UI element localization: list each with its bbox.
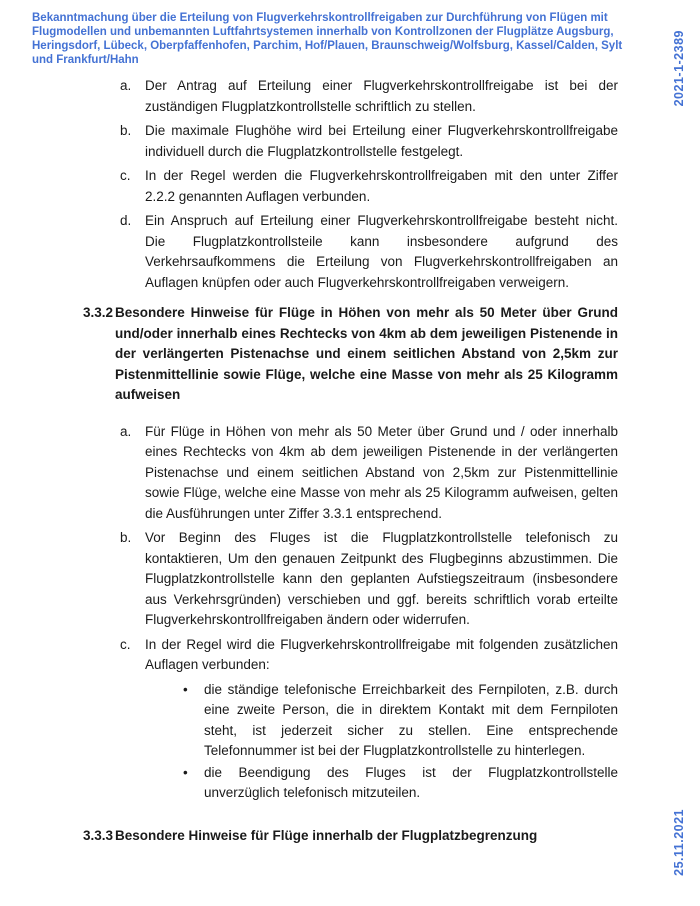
bullet-text-flight-end-report: die Beendigung des Fluges ist der Flugplatzkontrollstelle unverzüglich telefonisch mitzuteilen. xyxy=(204,764,618,800)
bullet-icon: • xyxy=(183,681,188,697)
document-title-text: Bekanntmachung über die Erteilung von Flugverkehrskontrollfreigaben zur Durchführung von Flügen mit Flugmodellen und unbemannten Luftfahrtsystemen innerhalb von Kontrollzonen der Flugplätze Augsburg, Heringsdorf, Lübeck, Oberpfaffenhofen, Parchim, Hof/Plauen, Braunschweig/Wolfsburg, Kassel/Calden, Sylt und Frankfurt/Hahn xyxy=(32,12,623,66)
list-marker-332-c: c. xyxy=(120,636,131,652)
list-text-332-a: Für Flüge in Höhen von mehr als 50 Meter über Grund und / oder innerhalb eines Rechtecks von 4km ab dem jeweiligen Pistenende in der verlängerten Pistenachse und einem seitlichen Abstand von 2,5km zur Pistenmittellinie sowie Flüge, welche eine Masse von mehr als 25 Kilogramm aufweisen, gelten die Ausführungen unter Ziffer 3.3.1 entsprechend. xyxy=(145,423,618,521)
section-heading-332 xyxy=(83,303,618,406)
list-text-332-b: Vor Beginn des Fluges ist die Flugplatzkontrollstelle telefonisch zu kontaktieren, Um den genauen Zeitpunkt des Flugbeginns abzustimmen. Die Flugplatzkontrollstelle kann den geplanten Aufstiegszeitraum (insbesondere aus Verkehrsgründen) verschieben und ggf. bereits schriftlich vorab erteilte Flugverkehrskontrollfreigaben ändern oder widerrufen. xyxy=(145,530,618,627)
list-text-332-c: In der Regel wird die Flugverkehrskontrollfreigabe mit folgenden zusätzlichen Auflagen verbunden: xyxy=(145,636,618,672)
list-marker-b: b. xyxy=(120,123,132,138)
section-heading-333 xyxy=(83,826,618,847)
conditions-bullet-list xyxy=(83,680,618,804)
doc-number-vertical: 2021-1-2389 xyxy=(672,30,686,107)
list-item-c xyxy=(83,166,618,207)
list-marker-332-b: b. xyxy=(120,530,132,545)
list-text-b: Die maximale Flughöhe wird bei Erteilung einer Flugverkehrskontrollfreigabe individuell durch die Flugplatzkontrollstelle festgelegt. xyxy=(145,123,618,159)
list-item-a xyxy=(83,76,618,117)
bullet-text-phone-availability: die ständige telefonische Erreichbarkeit des Fernpiloten, z.B. durch eine zweite Person, die in direktem Kontakt mit dem Fernpiloten steht, ist jederzeit sicher zu stellen. Eine entsprechende Telefonnummer ist bei der Flugplatzkontrollstelle zu hinterlegen. xyxy=(204,681,618,758)
bullet-icon: • xyxy=(183,764,188,780)
list-marker-c: c. xyxy=(120,168,131,183)
list-marker-a: a. xyxy=(120,78,132,93)
section-number-332: 3.3.2 xyxy=(83,305,114,320)
document-body xyxy=(83,76,618,846)
list-item-332-b xyxy=(83,528,618,631)
section-title-333: Besondere Hinweise für Flüge innerhalb der Flugplatzbegrenzung xyxy=(115,827,538,843)
list-item-332-c xyxy=(83,635,618,676)
list-marker-d: d. xyxy=(120,213,132,228)
list-item-d xyxy=(83,211,618,293)
list-item-b xyxy=(83,121,618,162)
bullet-item-phone-availability xyxy=(83,680,618,762)
list-item-332-a xyxy=(83,422,618,525)
list-text-d: Ein Anspruch auf Erteilung einer Flugverkehrskontrollfreigabe besteht nicht. Die Flugplatzkontrollsteile kann insbesondere aufgrund des Verkehrsaufkommens die Erteilung von Flugverkehrskontrollfreigaben an Auflagen knüpfen oder auch Flugverkehrskontrollfreigaben verweigern. xyxy=(145,213,618,290)
document-title-header xyxy=(32,11,644,67)
list-text-c: In der Regel werden die Flugverkehrskontrollfreigaben mit den unter Ziffer 2.2.2 genannten Auflagen verbunden. xyxy=(145,168,618,204)
section-title-332: Besondere Hinweise für Flüge in Höhen von mehr als 50 Meter über Grund und/oder innerhalb eines Rechtecks von 4km ab dem jeweiligen Pistenende in der verlängerten Pistenachse und einem seitlichen Abstand von 2,5km zur Pistenmittellinie sowie Flüge, welche eine Masse von mehr als 25 Kilogramm aufweisen xyxy=(115,305,618,402)
doc-date-vertical: 25.11.2021 xyxy=(672,809,686,876)
list-text-a: Der Antrag auf Erteilung einer Flugverkehrskontrollfreigabe ist bei der zuständigen Flugplatzkontrollstelle schriftlich zu stellen. xyxy=(145,78,618,114)
list-marker-332-a: a. xyxy=(120,423,132,439)
bullet-item-flight-end-report xyxy=(83,763,618,804)
section-number-333: 3.3.3 xyxy=(83,827,114,843)
